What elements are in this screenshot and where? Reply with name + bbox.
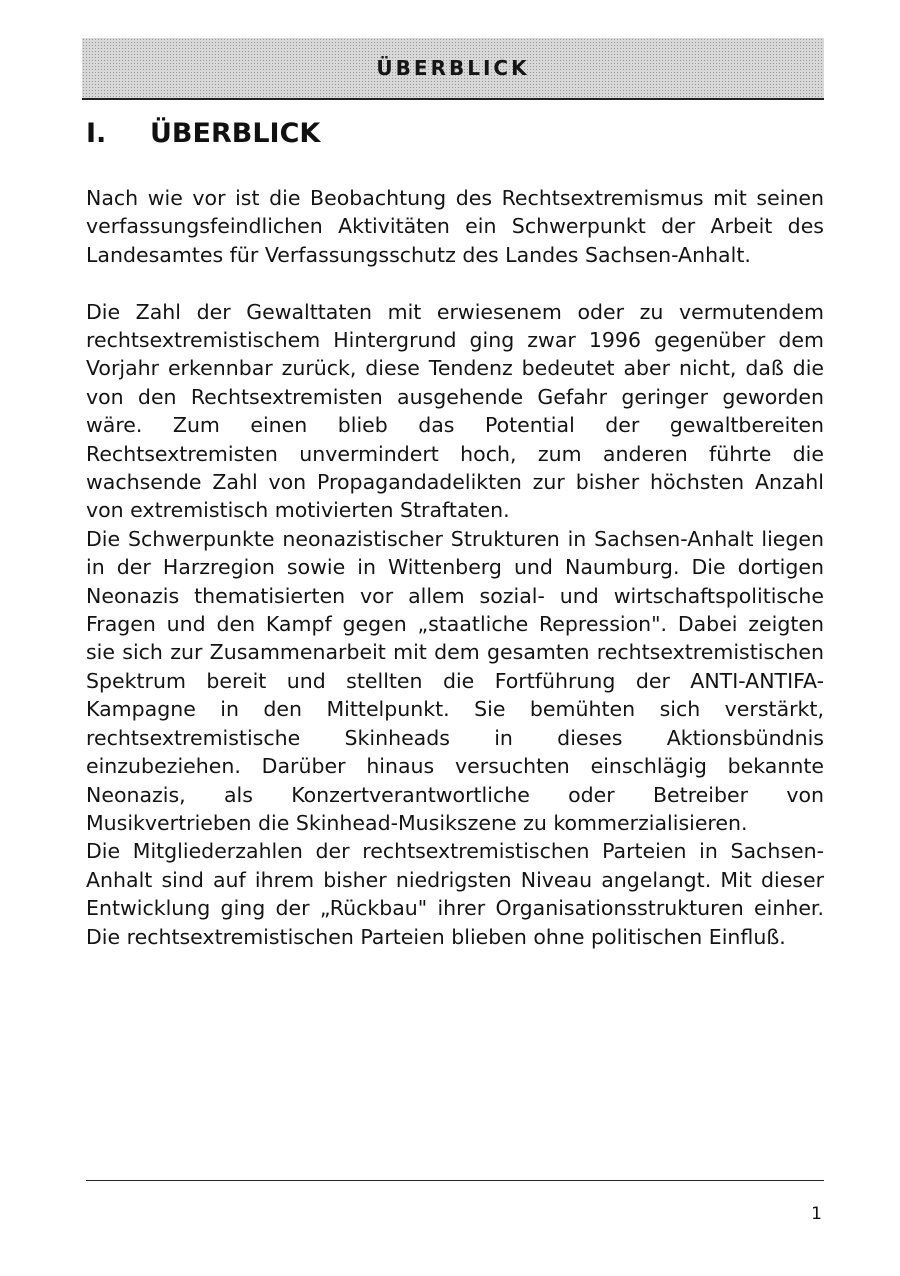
- paragraph-neonazi-structures: Die Schwerpunkte neonazistischer Strukturen in Sachsen-Anhalt liegen in der Harzregion sowie in Wittenberg und Naumburg. Die dortigen Neonazis thematisierten vor allem sozial- und wirtschaftspolitische Fragen und den Kampf gegen „staatliche Repression". Dabei zeigten sie sich zur Zusammenarbeit mit dem gesamten rechtsextremistischen Spektrum bereit und stellten die Fortführung der ANTI-ANTIFA-Kampagne in den Mittelpunkt. Sie bemühten sich verstärkt, rechtsextremistische Skinheads in dieses Aktionsbündnis einzubeziehen. Darüber hinaus versuchten einschlägig bekannte Neonazis, als Konzertverantwortliche oder Betreiber von Musikvertrieben die Skinhead-Musikszene zu kommerzialisieren.: [86, 526, 824, 835]
- footer-rule: [86, 1180, 824, 1181]
- paragraph-violence: Die Zahl der Gewalttaten mit erwiesenem oder zu vermutendem rechtsextremistischem Hintergrund ging zwar 1996 gegenüber dem Vorjahr erkennbar zurück, diese Tendenz bedeutet aber nicht, daß die von den Rechtsextremisten ausgehende Gefahr geringer geworden wäre. Zum einen blieb das Potential der gewaltbereiten Rechtsextremisten unvermindert hoch, zum anderen führte die wachsende Zahl von Propagandadelikten zur bisher höchsten Anzahl von extremistisch motivierten Straftaten.: [86, 299, 824, 523]
- paragraph-parties: Die Mitgliederzahlen der rechtsextremistischen Parteien in Sachsen-Anhalt sind auf ihrem bisher niedrigsten Niveau angelangt. Mit dieser Entwicklung ging der „Rückbau" ihrer Organisationsstrukturen einher. Die rechtsextremistischen Parteien blieben ohne politischen Einfluß.: [86, 839, 824, 949]
- page-number: 1: [811, 1204, 822, 1224]
- chapter-number: I.: [86, 118, 107, 149]
- paragraph-intro: Nach wie vor ist die Beobachtung des Rechtsextremismus mit seinen verfassungsfeindlichen Aktivitäten ein Schwerpunkt der Arbeit des Landesamtes für Verfassungsschutz des Landes Sachsen-Anhalt.: [86, 186, 824, 267]
- running-header-title: ÜBERBLICK: [376, 56, 530, 80]
- chapter-title: ÜBERBLICK: [150, 118, 321, 149]
- chapter-heading: [86, 118, 320, 149]
- body-text: [86, 184, 824, 951]
- running-header: [82, 38, 824, 100]
